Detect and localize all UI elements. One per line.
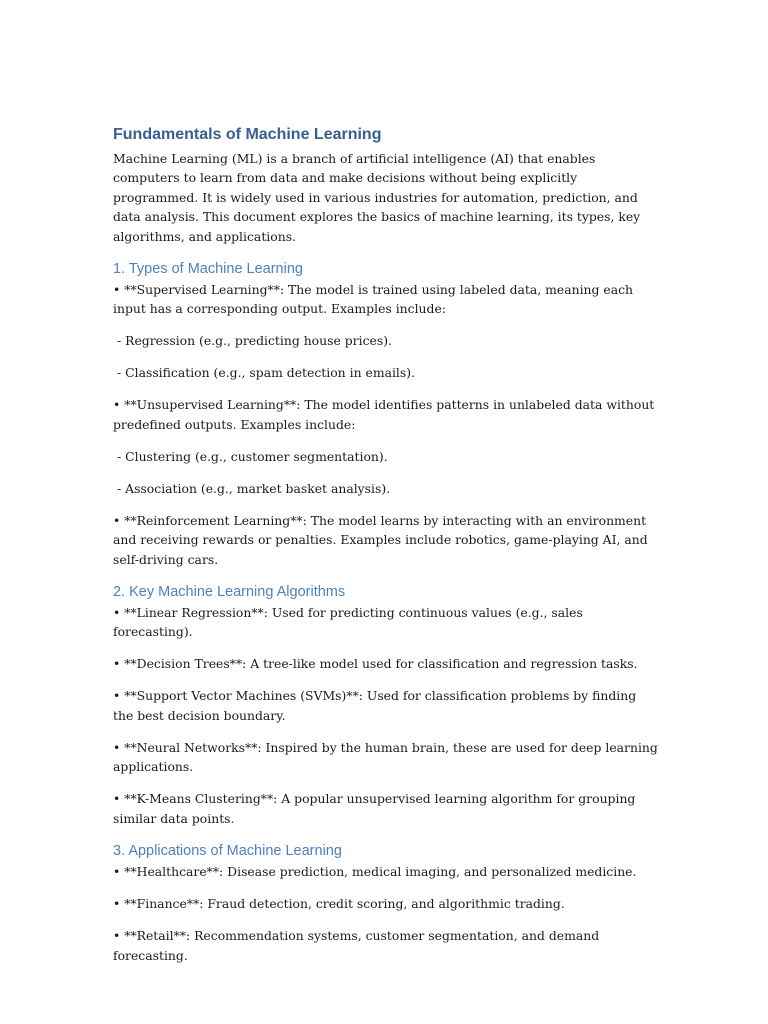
section-heading-applications: 3. Applications of Machine Learning: [113, 843, 342, 860]
list-subitem: - Regression (e.g., predicting house prices).: [117, 333, 392, 349]
list-item: • **Supervised Learning**: The model is trained using labeled data, meaning each input has a corresponding output. Examples include:: [113, 282, 634, 317]
intro-paragraph: Machine Learning (ML) is a branch of artificial intelligence (AI) that enables computers to learn from data and make decisions without being explicitly programmed. It is widely used in various industries for automation, prediction, and data analysis. This document explores the basics of machine learning, its types, key algorithms, and applications.: [113, 151, 641, 244]
list-item: • **Healthcare**: Disease prediction, medical imaging, and personalized medicine.: [113, 864, 637, 880]
list-item: • **Support Vector Machines (SVMs)**: Used for classification problems by finding the best decision boundary.: [113, 688, 637, 723]
list-item: • **Reinforcement Learning**: The model learns by interacting with an environment and receiving rewards or penalties. Examples include robotics, game-playing AI, and self-driving cars.: [113, 512, 648, 567]
section-heading-types: 1. Types of Machine Learning: [113, 261, 303, 278]
document-body: [113, 124, 658, 965]
list-item: • **Decision Trees**: A tree-like model used for classification and regression tasks.: [113, 656, 638, 672]
list-item: • **Retail**: Recommendation systems, customer segmentation, and demand forecasting.: [113, 928, 600, 963]
list-subitem: - Clustering (e.g., customer segmentation).: [117, 448, 388, 464]
list-item: • **K-Means Clustering**: A popular unsupervised learning algorithm for grouping similar data points.: [113, 791, 636, 826]
section-heading-algorithms: 2. Key Machine Learning Algorithms: [113, 584, 346, 601]
list-item: • **Finance**: Fraud detection, credit scoring, and algorithmic trading.: [113, 896, 565, 912]
list-subitem: - Classification (e.g., spam detection in emails).: [117, 365, 416, 381]
document-title: Fundamentals of Machine Learning: [113, 126, 382, 143]
list-item: • **Neural Networks**: Inspired by the human brain, these are used for deep learning applications.: [113, 739, 658, 775]
list-subitem: - Association (e.g., market basket analysis).: [117, 480, 391, 496]
list-item: • **Linear Regression**: Used for predicting continuous values (e.g., sales forecasting).: [113, 605, 583, 640]
list-item: • **Unsupervised Learning**: The model identifies patterns in unlabeled data without predefined outputs. Examples include:: [113, 397, 655, 432]
